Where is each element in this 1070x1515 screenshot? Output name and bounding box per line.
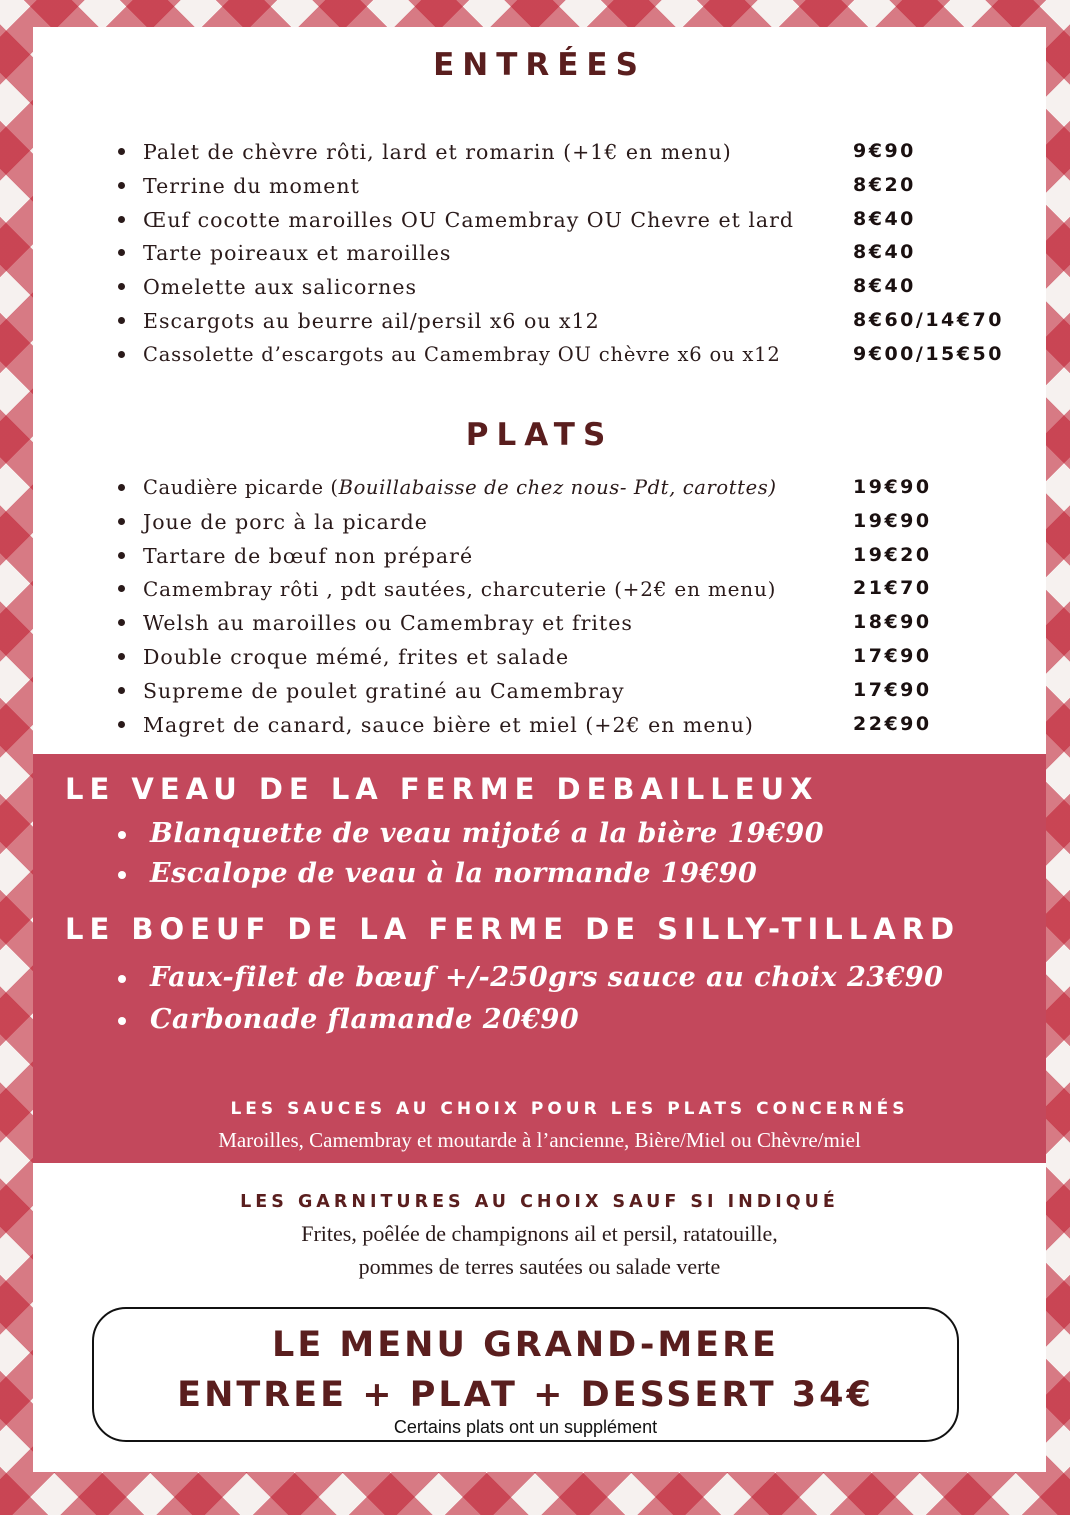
list-item [33,168,1046,202]
list-item [33,538,1046,572]
dish-label: Blanquette de veau mijoté a la bière 19€90 [150,818,825,849]
bullet-icon [118,484,125,491]
bullet-icon [118,552,125,559]
menu-note: Certains plats ont un supplément [393,1417,658,1437]
list-item [33,134,1046,168]
dish-label: Faux-filet de bœuf +/-250grs sauce au choix 23€90 [150,962,944,993]
dish-price: 19€20 [853,543,932,566]
dish-label: Tartare de bœuf non préparé [143,543,474,568]
bullet-icon [118,351,125,358]
list-item [33,269,1046,303]
bullet-icon [118,148,125,155]
sauces-title: LES SAUCES AU CHOIX POUR LES PLATS CONCERNÉS [230,1099,909,1119]
dish-label: Terrine du moment [143,173,360,198]
dish-price: 8€20 [853,173,916,196]
plats-title: PLATS [465,417,614,453]
list-item [33,639,1046,673]
dish-label-main: Caudière picarde ( [143,476,339,499]
dish-price: 8€40 [853,207,916,230]
dish-price: 19€90 [853,509,932,532]
dish-label: Camembray rôti , pdt sautées, charcuterie (+2€ en menu) [143,577,777,602]
bullet-icon [118,249,125,256]
bullet-icon [118,619,125,626]
dish-price: 9€00/15€50 [853,342,1004,365]
dish-label: Joue de porc à la picarde [143,509,428,534]
dish-label: Double croque mémé, frites et salade [143,644,570,669]
veau-title: LE VEAU DE LA FERME DEBAILLEUX [65,772,819,806]
bullet-icon [118,1017,126,1025]
bullet-icon [118,182,125,189]
dish-label: Carbonade flamande 20€90 [150,1004,580,1035]
boeuf-title: LE BOEUF DE LA FERME DE SILLY-TILLARD [65,912,961,946]
dish-price: 17€90 [853,678,932,701]
dish-price: 8€40 [853,275,916,298]
dish-label [143,476,777,499]
bullet-icon [118,653,125,660]
bullet-icon [118,871,126,879]
garnitures-line-2: pommes de terres sautées ou salade verte [358,1254,721,1279]
list-item [33,303,1046,337]
bullet-icon [118,585,125,592]
list-item [33,504,1046,538]
dish-price: 19€90 [853,476,932,498]
dish-label: Tarte poireaux et maroilles [143,241,452,266]
dish-label: Cassolette d’escargots au Camembray OU chèvre x6 ou x12 [143,342,781,366]
dish-label: Palet de chèvre rôti, lard et romarin (+1€ en menu) [143,140,732,164]
dish-label: Escargots au beurre ail/persil x6 ou x12 [143,308,600,333]
dish-price: 8€60/14€70 [853,308,1004,331]
list-item [33,707,1046,741]
bullet-icon [118,518,125,525]
farm-meats-band [33,754,1046,1163]
boeuf-dish [150,962,943,993]
entrees-list [33,134,1046,371]
bullet-icon [118,317,125,324]
garnitures-title: LES GARNITURES AU CHOIX SAUF SI INDIQUÉ [240,1192,839,1212]
menu-sheet [33,27,1046,1472]
dish-label: Omelette aux salicornes [143,275,418,300]
dish-label: Welsh au maroilles ou Camembray et frites [143,611,633,636]
dish-price: 22€90 [853,712,932,735]
bullet-icon [118,975,126,983]
dish-label: Supreme de poulet gratiné au Camembray [143,678,625,703]
list-item [33,202,1046,236]
dish-price: 17€90 [853,644,932,667]
bullet-icon [118,687,125,694]
list-item [33,470,1046,504]
list-item [33,673,1046,707]
dish-label: Magret de canard, sauce bière et miel (+2€ en menu) [143,712,754,737]
list-item [33,571,1046,605]
bullet-icon [118,721,125,728]
boeuf-dish [150,1004,579,1035]
bullet-icon [118,831,126,839]
dish-label: Escalope de veau à la normande 19€90 [150,858,758,889]
dish-price: 9€90 [853,140,916,162]
menu-title: LE MENU GRAND-MERE [272,1325,779,1365]
dish-label-italic: Bouillabaisse de chez nous- Pdt, carottes) [338,476,777,499]
bullet-icon [118,216,125,223]
dish-price: 18€90 [853,611,932,634]
menu-formula: ENTREE + PLAT + DESSERT 34€ [177,1375,874,1415]
dish-price: 21€70 [853,577,932,600]
list-item [33,235,1046,269]
veau-dish [150,818,824,849]
list-item [33,337,1046,371]
sauces-text: Maroilles, Camembray et moutarde à l’ancienne, Bière/Miel ou Chèvre/miel [218,1128,861,1152]
garnitures-line-1: Frites, poêlée de champignons ail et persil, ratatouille, [301,1221,778,1246]
veau-dish [150,858,757,889]
entrees-title: ENTRÉES [433,47,646,83]
list-item [33,605,1046,639]
bullet-icon [118,283,125,290]
plats-list [33,470,1046,740]
menu-grand-mere-box [92,1307,959,1442]
dish-price: 8€40 [853,241,916,264]
dish-label: Œuf cocotte maroilles OU Camembray OU Chevre et lard [143,207,795,232]
